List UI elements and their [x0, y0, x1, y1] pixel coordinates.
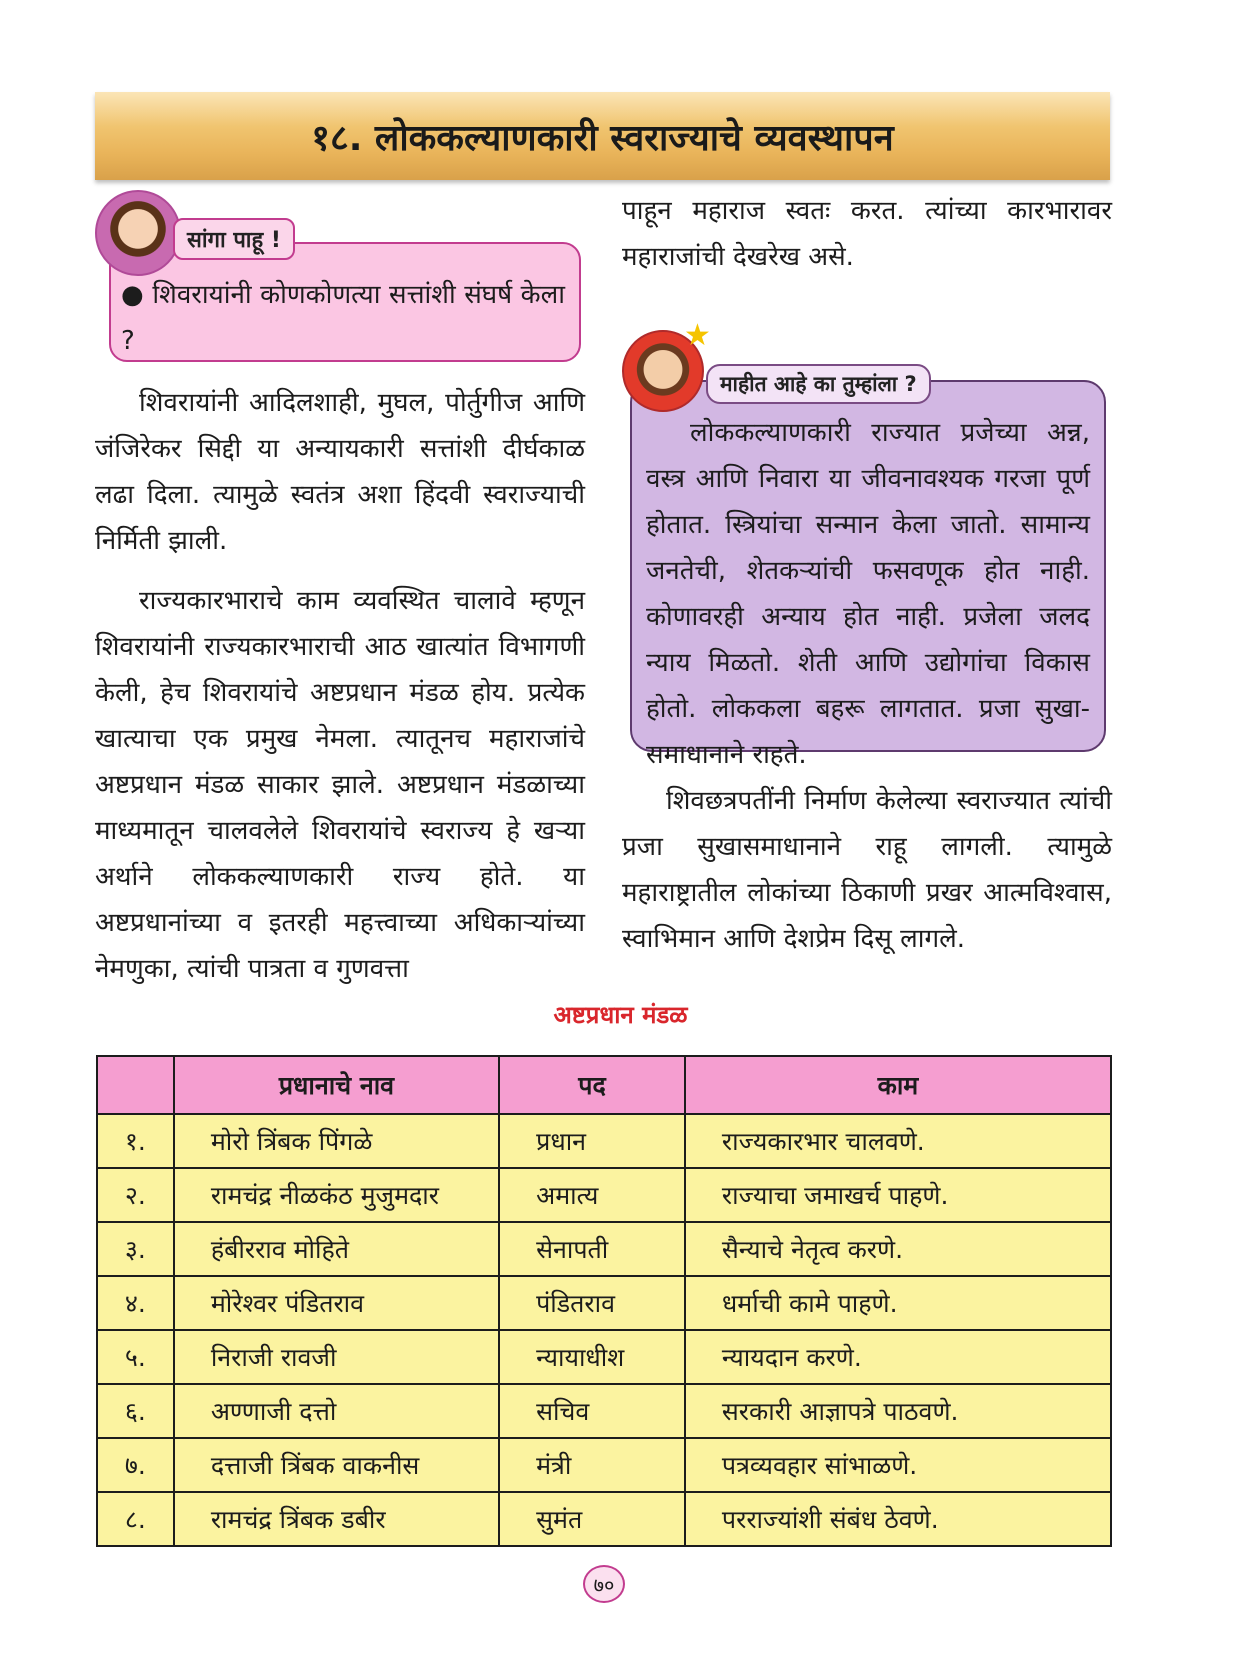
row-name: रामचंद्र त्रिंबक डबीर [174, 1492, 499, 1546]
row-num: २. [97, 1168, 174, 1222]
ashtapradhan-table [96, 1055, 1112, 1547]
right-column [622, 188, 1112, 962]
row-post: अमात्य [499, 1168, 685, 1222]
row-work: धर्माची कामे पाहणे. [685, 1276, 1111, 1330]
row-num: ३. [97, 1222, 174, 1276]
chapter-title: १८. लोककल्याणकारी स्वराज्याचे व्यवस्थापन [311, 117, 894, 159]
row-work: पत्रव्यवहार सांभाळणे. [685, 1438, 1111, 1492]
row-post: सचिव [499, 1384, 685, 1438]
row-num: १. [97, 1114, 174, 1168]
paragraph-1: शिवरायांनी आदिलशाही, मुघल, पोर्तुगीज आणि जंजिरेकर सिद्दी या अन्यायकारी सत्तांशी दीर्घकाळ लढा दिला. त्यामुळे स्वतंत्र अशा हिंदवी स्वराज्याची निर्मिती झाली. [95, 388, 585, 556]
paragraph-2: राज्यकारभाराचे काम व्यवस्थित चालावे म्हणून शिवरायांनी राज्यकारभाराची आठ खात्यांत विभागणी केली, हेच शिवरायांचे अष्टप्रधान मंडळ होय. प्रत्येक खात्याचा एक प्रमुख नेमला. त्यातूनच महाराजांचे अष्टप्रधान मंडळ साकार झाले. अष्टप्रधान मंडळाच्या माध्यमातून चालवलेले शिवरायांचे स्वराज्य हे खऱ्या अर्थाने लोककल्याणकारी राज्य होते. या अष्टप्रधानांच्या व इतरही महत्त्वाच्या अधिकाऱ्यांच्या नेमणुका, त्यांची पात्रता व गुणवत्ता [95, 586, 585, 984]
row-work: सैन्याचे नेतृत्व करणे. [685, 1222, 1111, 1276]
table-row [97, 1384, 1111, 1438]
table-row [97, 1330, 1111, 1384]
row-num: ४. [97, 1276, 174, 1330]
row-work: सरकारी आज्ञापत्रे पाठवणे. [685, 1384, 1111, 1438]
row-post: पंडितराव [499, 1276, 685, 1330]
table-title: अष्टप्रधान मंडळ [553, 1001, 688, 1029]
mahit-box [622, 318, 1112, 778]
table-header-row [97, 1056, 1111, 1114]
row-work: न्यायदान करणे. [685, 1330, 1111, 1384]
table-row [97, 1276, 1111, 1330]
row-num: ६. [97, 1384, 174, 1438]
row-post: सुमंत [499, 1492, 685, 1546]
row-work: राज्यकारभार चालवणे. [685, 1114, 1111, 1168]
row-post: न्यायाधीश [499, 1330, 685, 1384]
chapter-title-banner [95, 92, 1110, 180]
row-num: ७. [97, 1438, 174, 1492]
left-column [95, 190, 585, 992]
row-name: अण्णाजी दत्तो [174, 1384, 499, 1438]
mahit-text: लोककल्याणकारी राज्यात प्रजेच्या अन्न, वस्त्र आणि निवारा या जीवनावश्यक गरजा पूर्ण होतात. स्त्रियांचा सन्मान केला जातो. सामान्य जनतेची, शेतकऱ्यांची फसवणूक होत नाही. कोणावरही अन्याय होत नाही. प्रजेला जलद न्याय मिळतो. शेती आणि उद्योगांचा विकास होतो. लोककला बहरू लागतात. प्रजा सुखा-समाधानाने राहते. [646, 418, 1090, 770]
sanga-pahu-question: ● शिवरायांनी कोणकोणत्या सत्तांशी संघर्ष केला ? [121, 280, 565, 356]
table-row [97, 1438, 1111, 1492]
table-row [97, 1114, 1111, 1168]
row-work: राज्याचा जमाखर्च पाहणे. [685, 1168, 1111, 1222]
paragraph-continuation: पाहून महाराज स्वतः करत. त्यांच्या कारभारावर महाराजांची देखरेख असे. [622, 196, 1112, 272]
row-post: प्रधान [499, 1114, 685, 1168]
row-name: मोरो त्रिंबक पिंगळे [174, 1114, 499, 1168]
row-name: निराजी रावजी [174, 1330, 499, 1384]
row-work: परराज्यांशी संबंध ठेवणे. [685, 1492, 1111, 1546]
mahit-label: माहीत आहे का तुम्हांला ? [706, 364, 931, 404]
row-name: दत्ताजी त्रिंबक वाकनीस [174, 1438, 499, 1492]
page-number: ७० [583, 1565, 625, 1603]
sanga-pahu-question-box [109, 242, 581, 362]
header-num [97, 1056, 174, 1114]
row-num: ८. [97, 1492, 174, 1546]
header-post: पद [499, 1056, 685, 1114]
row-num: ५. [97, 1330, 174, 1384]
sanga-pahu-label: सांगा पाहू ! [173, 218, 295, 260]
header-name: प्रधानाचे नाव [174, 1056, 499, 1114]
sanga-pahu-box [95, 190, 585, 380]
table-row [97, 1492, 1111, 1546]
header-work: काम [685, 1056, 1111, 1114]
mahit-content-box [630, 380, 1106, 770]
table-row [97, 1222, 1111, 1276]
row-name: हंबीरराव मोहिते [174, 1222, 499, 1276]
row-name: रामचंद्र नीळकंठ मुजुमदार [174, 1168, 499, 1222]
paragraph-3: शिवछत्रपतींनी निर्माण केलेल्या स्वराज्यात त्यांची प्रजा सुखासमाधानाने राहू लागली. त्यामुळे महाराष्ट्रातील लोकांच्या ठिकाणी प्रखर आत्मविश्वास, स्वाभिमान आणि देशप्रेम दिसू लागले. [622, 786, 1112, 954]
row-name: मोरेश्वर पंडितराव [174, 1276, 499, 1330]
row-post: मंत्री [499, 1438, 685, 1492]
row-post: सेनापती [499, 1222, 685, 1276]
girl-avatar-icon [95, 190, 181, 276]
table-row [97, 1168, 1111, 1222]
star-icon: ★ [684, 318, 711, 353]
